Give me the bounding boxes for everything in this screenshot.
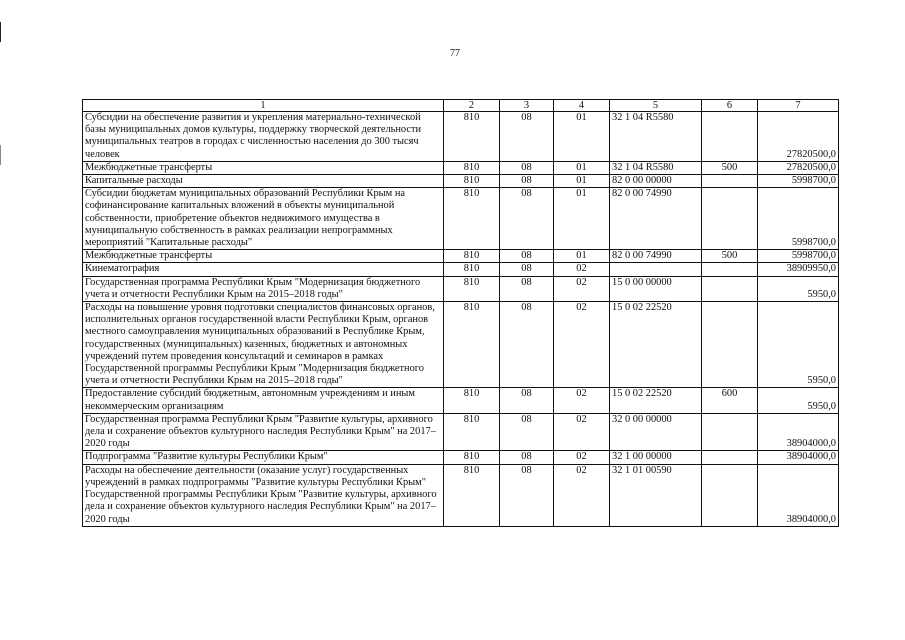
ministry-code: 810 bbox=[444, 276, 500, 301]
scan-edge-mark bbox=[0, 145, 3, 165]
amount-value: 38904000,0 bbox=[758, 413, 839, 451]
table-row bbox=[83, 188, 839, 250]
section-code: 08 bbox=[500, 464, 554, 526]
amount-value: 38904000,0 bbox=[758, 464, 839, 526]
ministry-code: 810 bbox=[444, 388, 500, 413]
subsection-code: 01 bbox=[554, 161, 610, 174]
section-code: 08 bbox=[500, 188, 554, 250]
amount-value: 5998700,0 bbox=[758, 175, 839, 188]
target-article-code: 82 0 00 74990 bbox=[610, 188, 702, 250]
subsection-code: 02 bbox=[554, 388, 610, 413]
section-code: 08 bbox=[500, 451, 554, 464]
subsection-code: 02 bbox=[554, 276, 610, 301]
expense-type-code: 600 bbox=[702, 388, 758, 413]
budget-table bbox=[82, 99, 839, 527]
subsection-code: 02 bbox=[554, 464, 610, 526]
section-code: 08 bbox=[500, 112, 554, 162]
expense-type-code bbox=[702, 464, 758, 526]
target-article-code bbox=[610, 263, 702, 276]
ministry-code: 810 bbox=[444, 112, 500, 162]
expense-type-code bbox=[702, 413, 758, 451]
line-item-name: Капитальные расходы bbox=[83, 175, 444, 188]
column-header: 5 bbox=[610, 100, 702, 112]
subsection-code: 01 bbox=[554, 250, 610, 263]
line-item-name: Государственная программа Республики Крым "Развитие культуры, архивного дела и сохранение объектов культурного наследия Республики Крым" на 2017–2020 годы bbox=[83, 413, 444, 451]
subsection-code: 01 bbox=[554, 188, 610, 250]
table-row bbox=[83, 161, 839, 174]
table-row bbox=[83, 464, 839, 526]
column-header: 6 bbox=[702, 100, 758, 112]
section-code: 08 bbox=[500, 161, 554, 174]
target-article-code: 15 0 02 22520 bbox=[610, 388, 702, 413]
ministry-code: 810 bbox=[444, 413, 500, 451]
ministry-code: 810 bbox=[444, 175, 500, 188]
target-article-code: 82 0 00 00000 bbox=[610, 175, 702, 188]
expense-type-code bbox=[702, 188, 758, 250]
amount-value: 38909950,0 bbox=[758, 263, 839, 276]
line-item-name: Государственная программа Республики Крым "Модернизация бюджетного учета и отчетности Республики Крым на 2015–2018 годы" bbox=[83, 276, 444, 301]
page-number: 77 bbox=[450, 48, 460, 59]
expense-type-code: 500 bbox=[702, 250, 758, 263]
ministry-code: 810 bbox=[444, 161, 500, 174]
amount-value: 5998700,0 bbox=[758, 188, 839, 250]
amount-value: 5998700,0 bbox=[758, 250, 839, 263]
expense-type-code bbox=[702, 112, 758, 162]
table-row bbox=[83, 413, 839, 451]
section-code: 08 bbox=[500, 413, 554, 451]
target-article-code: 32 1 04 R5580 bbox=[610, 112, 702, 162]
line-item-name: Расходы на обеспечение деятельности (оказание услуг) государственных учреждений в рамках подпрограммы "Развитие культуры Республики Крым" Государственной программы Республики Крым "Развитие культуры, архивного дела и сохранение объектов культурного наследия Республики Крым" на 2017–2020 годы bbox=[83, 464, 444, 526]
expense-type-code bbox=[702, 276, 758, 301]
section-code: 08 bbox=[500, 263, 554, 276]
section-code: 08 bbox=[500, 175, 554, 188]
section-code: 08 bbox=[500, 388, 554, 413]
table-row bbox=[83, 451, 839, 464]
ministry-code: 810 bbox=[444, 464, 500, 526]
target-article-code: 32 0 00 00000 bbox=[610, 413, 702, 451]
column-header: 3 bbox=[500, 100, 554, 112]
amount-value: 27820500,0 bbox=[758, 112, 839, 162]
subsection-code: 02 bbox=[554, 451, 610, 464]
expense-type-code bbox=[702, 302, 758, 388]
table-row bbox=[83, 302, 839, 388]
amount-value: 27820500,0 bbox=[758, 161, 839, 174]
table-header-row bbox=[83, 100, 839, 112]
subsection-code: 01 bbox=[554, 112, 610, 162]
amount-value: 38904000,0 bbox=[758, 451, 839, 464]
table-row bbox=[83, 263, 839, 276]
column-header: 1 bbox=[83, 100, 444, 112]
expense-type-code bbox=[702, 263, 758, 276]
line-item-name: Предоставление субсидий бюджетным, автономным учреждениям и иным некоммерческим организациям bbox=[83, 388, 444, 413]
expense-type-code bbox=[702, 175, 758, 188]
table-row bbox=[83, 175, 839, 188]
line-item-name: Кинематография bbox=[83, 263, 444, 276]
table-row bbox=[83, 388, 839, 413]
line-item-name: Подпрограмма "Развитие культуры Республики Крым" bbox=[83, 451, 444, 464]
ministry-code: 810 bbox=[444, 451, 500, 464]
ministry-code: 810 bbox=[444, 250, 500, 263]
target-article-code: 32 1 00 00000 bbox=[610, 451, 702, 464]
amount-value: 5950,0 bbox=[758, 302, 839, 388]
table-body bbox=[83, 100, 839, 527]
line-item-name: Расходы на повышение уровня подготовки специалистов финансовых органов, исполнительных органов государственной власти Республики Крым, органов местного самоуправления муниципальных образований в Республике Крым, государственных (муниципальных) казенных, бюджетных и автономных учреждений путем проведения консультаций и семинаров в рамках Государственной программы Республики Крым "Модернизация бюджетного учета и отчетности Республики Крым на 2015–2018 годы" bbox=[83, 302, 444, 388]
table-row bbox=[83, 112, 839, 162]
table-row bbox=[83, 276, 839, 301]
section-code: 08 bbox=[500, 302, 554, 388]
subsection-code: 02 bbox=[554, 302, 610, 388]
subsection-code: 02 bbox=[554, 413, 610, 451]
ministry-code: 810 bbox=[444, 302, 500, 388]
section-code: 08 bbox=[500, 276, 554, 301]
line-item-name: Межбюджетные трансферты bbox=[83, 161, 444, 174]
scan-edge-mark bbox=[0, 22, 3, 42]
column-header: 4 bbox=[554, 100, 610, 112]
target-article-code: 82 0 00 74990 bbox=[610, 250, 702, 263]
subsection-code: 01 bbox=[554, 175, 610, 188]
column-header: 7 bbox=[758, 100, 839, 112]
target-article-code: 15 0 00 00000 bbox=[610, 276, 702, 301]
target-article-code: 32 1 01 00590 bbox=[610, 464, 702, 526]
target-article-code: 32 1 04 R5580 bbox=[610, 161, 702, 174]
line-item-name: Субсидии бюджетам муниципальных образований Республики Крым на софинансирование капитальных вложений в объекты муниципальной собственности, приобретение объектов недвижимого имущества в муниципальную собственность в рамках реализации непрограммных мероприятий "Капитальные расходы" bbox=[83, 188, 444, 250]
amount-value: 5950,0 bbox=[758, 388, 839, 413]
column-header: 2 bbox=[444, 100, 500, 112]
table-row bbox=[83, 250, 839, 263]
ministry-code: 810 bbox=[444, 263, 500, 276]
subsection-code: 02 bbox=[554, 263, 610, 276]
ministry-code: 810 bbox=[444, 188, 500, 250]
amount-value: 5950,0 bbox=[758, 276, 839, 301]
target-article-code: 15 0 02 22520 bbox=[610, 302, 702, 388]
line-item-name: Субсидии на обеспечение развития и укрепления материально-технической базы муниципальных домов культуры, поддержку творческой деятельности муниципальных театров в городах с численностью населения до 300 тысяч человек bbox=[83, 112, 444, 162]
line-item-name: Межбюджетные трансферты bbox=[83, 250, 444, 263]
section-code: 08 bbox=[500, 250, 554, 263]
expense-type-code: 500 bbox=[702, 161, 758, 174]
expense-type-code bbox=[702, 451, 758, 464]
